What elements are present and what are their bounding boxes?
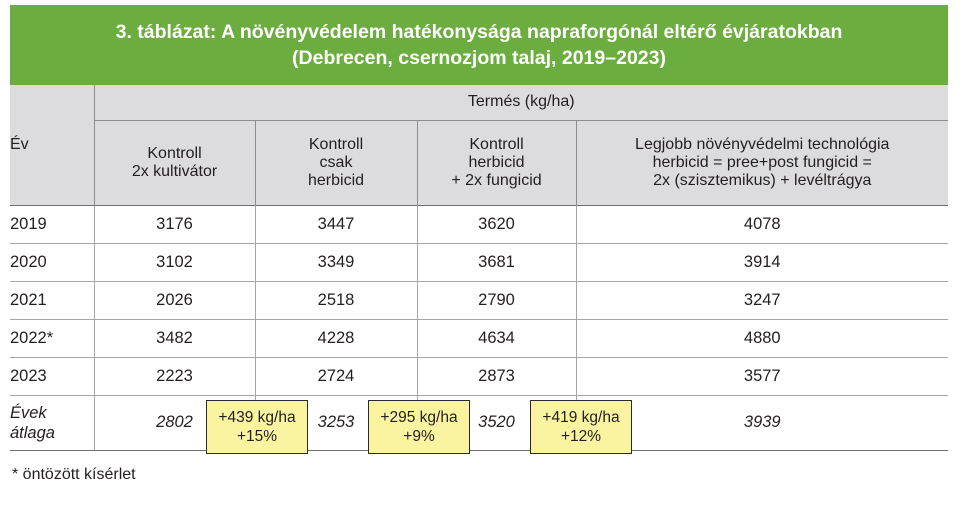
table-head (10, 85, 948, 205)
row-value-best-technology: 3914 (576, 243, 948, 281)
row-value-herbicide-fungicide: 3681 (417, 243, 576, 281)
gain-callout-percent: +15% (236, 428, 278, 445)
table-row (10, 205, 948, 243)
row-value-herbicide-only: 2724 (255, 357, 417, 395)
row-value-herbicide-only: 3349 (255, 243, 417, 281)
gain-callout-percent: +12% (560, 428, 602, 445)
table-row-average (10, 395, 948, 450)
gain-callout-cultivator-to-herbicide (206, 400, 308, 454)
row-value-herbicide-only: 3447 (255, 205, 417, 243)
row-value-best-technology: 4880 (576, 319, 948, 357)
column-header-line-3: herbicid (307, 171, 365, 189)
column-header-line-2: herbicid = pree+post fungicid = (652, 153, 872, 171)
column-header-line-1: Kontroll (469, 135, 524, 153)
row-value-best-technology: 3577 (576, 357, 948, 395)
figure-title-line-1: 3. táblázat: A növényvédelem hatékonysága napraforgónál eltérő évjáratokban (115, 21, 843, 43)
row-value-control-cultivator: 2223 (94, 357, 255, 395)
table-head-row-columns (10, 120, 948, 205)
column-header-control-cultivator (94, 120, 255, 205)
table-head-row-group (10, 85, 948, 120)
row-value-best-technology: 4078 (576, 205, 948, 243)
column-header-line-2: herbicid (468, 153, 525, 171)
column-header-line-3: + 2x fungicid (451, 171, 542, 189)
row-value-herbicide-fungicide: 2873 (417, 357, 576, 395)
gain-callout-percent: +9% (403, 428, 435, 445)
table-row (10, 243, 948, 281)
table-row (10, 319, 948, 357)
column-header-best-technology (576, 120, 948, 205)
row-value-herbicide-only: 4228 (255, 319, 417, 357)
average-value-herbicide-only: 3253 (255, 395, 417, 450)
column-header-line-3: 2x (szisztemikus) + levéltrágya (653, 171, 872, 189)
gain-callout-fungicid-to-best (530, 400, 632, 454)
average-row-label (10, 395, 94, 450)
row-year: 2020 (10, 243, 94, 281)
average-row-label-line-2: átlaga (10, 423, 55, 442)
column-header-line-1: Legjobb növényvédelmi technológia (635, 135, 890, 153)
gain-callout-amount: +419 kg/ha (542, 409, 620, 426)
column-header-line-1: Kontroll (147, 144, 202, 162)
row-year: 2023 (10, 357, 94, 395)
average-row-label-line-1: Évek (10, 403, 47, 422)
column-header-control-herbicide-only (255, 120, 417, 205)
gain-callout-amount: +439 kg/ha (218, 409, 296, 426)
gain-callout-herbicide-to-fungicid (368, 400, 470, 454)
table-footnote: * öntözött kísérlet (12, 466, 136, 483)
row-value-herbicide-fungicide: 3620 (417, 205, 576, 243)
row-value-control-cultivator: 2026 (94, 281, 255, 319)
column-header-line-1: Kontroll (308, 135, 364, 153)
average-value-control-cultivator: 2802 (94, 395, 255, 450)
column-header-line-2: 2x kultivátor (131, 162, 218, 180)
table-row (10, 357, 948, 395)
row-year: 2019 (10, 205, 94, 243)
column-group-header-yield: Termés (kg/ha) (94, 85, 948, 120)
average-value-best-technology: 3939 (576, 395, 948, 450)
column-header-control-herbicide-fungicide (417, 120, 576, 205)
row-value-control-cultivator: 3176 (94, 205, 255, 243)
average-value-herbicide-fungicide: 3520 (417, 395, 576, 450)
gain-callout-amount: +295 kg/ha (380, 409, 458, 426)
column-header-line-2: csak (319, 153, 353, 171)
figure-title-banner (10, 5, 948, 85)
table-row (10, 281, 948, 319)
row-value-herbicide-fungicide: 2790 (417, 281, 576, 319)
data-table (10, 85, 948, 451)
row-value-herbicide-fungicide: 4634 (417, 319, 576, 357)
row-value-control-cultivator: 3102 (94, 243, 255, 281)
column-header-year: Év (10, 85, 94, 205)
table-body (10, 205, 948, 450)
figure-title-line-2: (Debrecen, csernozjom talaj, 2019–2023) (292, 47, 666, 69)
row-year: 2022* (10, 319, 94, 357)
row-value-herbicide-only: 2518 (255, 281, 417, 319)
data-table-container (10, 85, 948, 450)
row-value-best-technology: 3247 (576, 281, 948, 319)
row-year: 2021 (10, 281, 94, 319)
row-value-control-cultivator: 3482 (94, 319, 255, 357)
